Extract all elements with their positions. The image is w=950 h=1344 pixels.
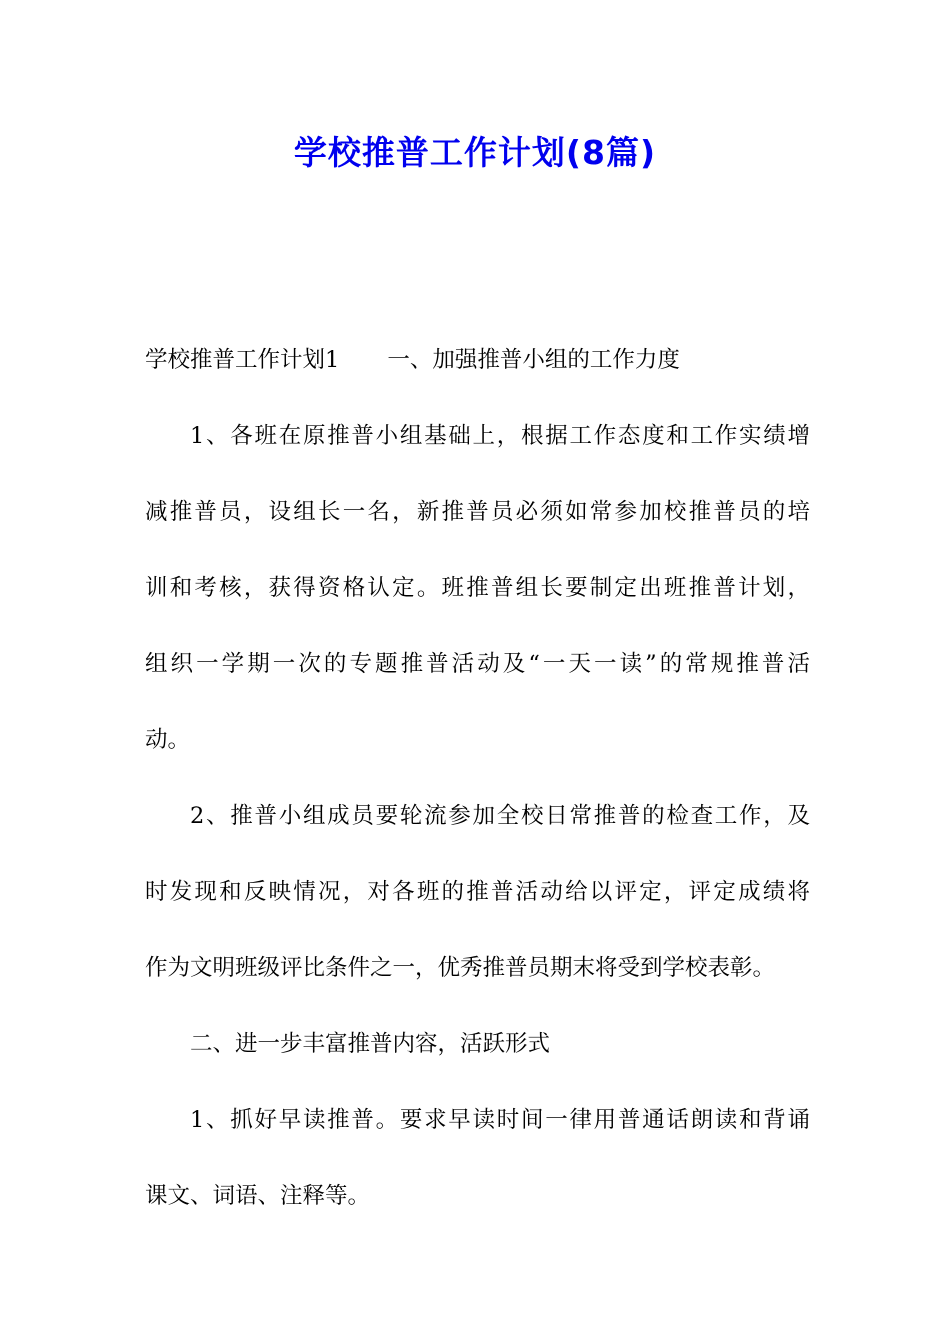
- paragraph-line: 减推普员，设组长一名，新推普员必须如常参加校推普员的培: [145, 499, 810, 525]
- paragraph-line: 作为文明班级评比条件之一，优秀推普员期末将受到学校表彰。: [145, 955, 776, 981]
- first-line: [145, 341, 810, 417]
- paragraph-1: [145, 417, 810, 797]
- paragraph-line: 动。: [145, 727, 191, 753]
- paragraph-line: 课文、词语、注释等。: [145, 1183, 371, 1209]
- paragraph-line: 1、抓好早读推普。要求早读时间一律用普通话朗读和背诵: [190, 1107, 810, 1133]
- document-title: 学校推普工作计划(8篇): [293, 133, 657, 172]
- section-heading-2: [145, 1025, 810, 1101]
- plan-heading: 学校推普工作计划1: [145, 347, 340, 373]
- paragraph-line: 1、各班在原推普小组基础上，根据工作态度和工作实绩增: [190, 423, 810, 449]
- section-heading-1: 一、加强推普小组的工作力度: [387, 347, 680, 373]
- paragraph-2: [145, 797, 810, 1025]
- paragraph-line: 时发现和反映情况，对各班的推普活动给以评定，评定成绩将: [145, 879, 810, 905]
- paragraph-line: 组织一学期一次的专题推普活动及“一天一读”的常规推普活: [145, 651, 810, 677]
- paragraph-line: 训和考核，获得资格认定。班推普组长要制定出班推普计划，: [145, 575, 810, 601]
- paragraph-line: 二、进一步丰富推普内容，活跃形式: [190, 1031, 551, 1057]
- document-body: [145, 341, 810, 1253]
- paragraph-3: [145, 1101, 810, 1253]
- paragraph-line: 2、推普小组成员要轮流参加全校日常推普的检查工作，及: [190, 803, 810, 829]
